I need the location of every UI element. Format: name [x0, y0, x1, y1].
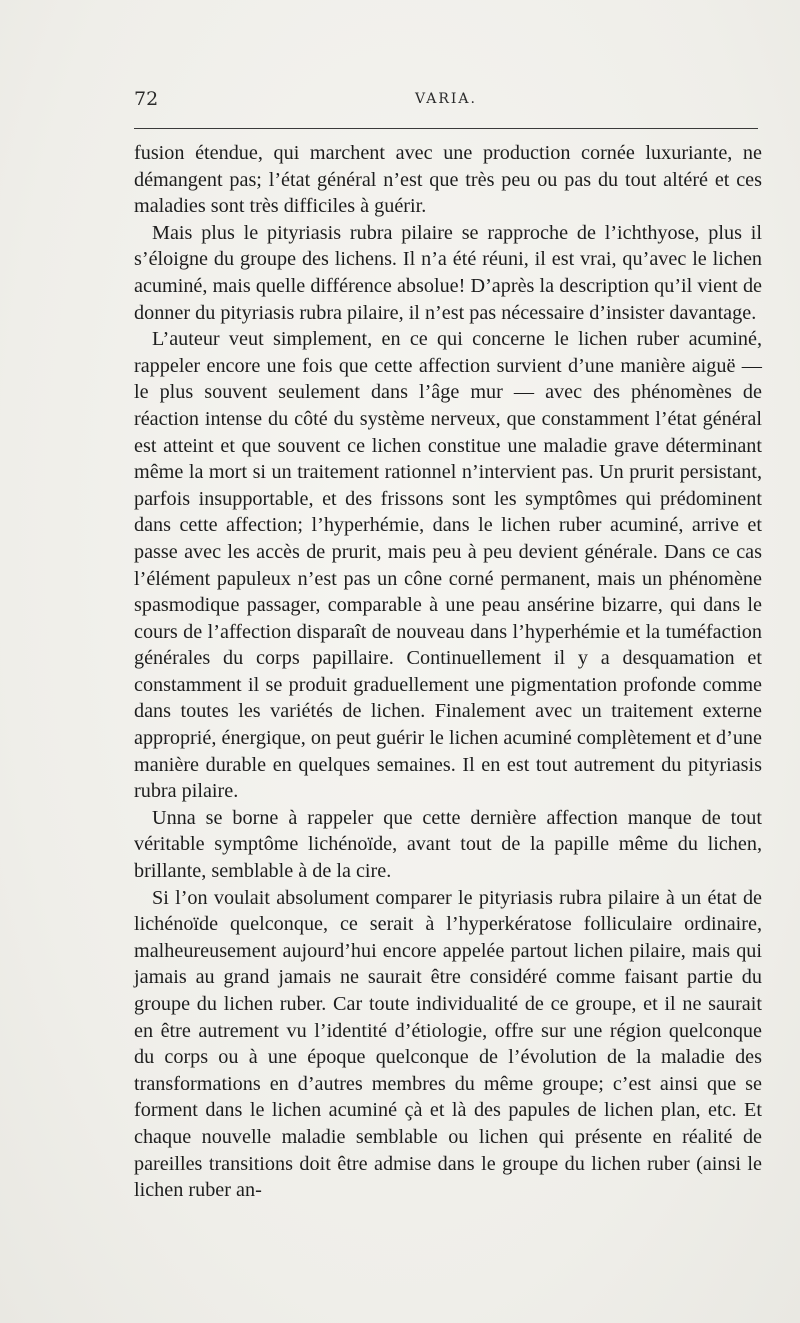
header-rule: [134, 128, 758, 129]
paragraph: Si l’on voulait absolument comparer le pityriasis rubra pilaire à un état de lichénoïde quelconque, ce serait à l’hyperkératose folliculaire ordinaire, malheureusement aujourd’hui encore appelée partout lichen pilaire, mais qui jamais au grand jamais ne saurait être considéré comme faisant partie du groupe du lichen ruber. Car toute individualité de ce groupe, et il ne saurait en être autrement vu l’identité d’étiologie, offre sur une région quelconque du corps ou à une époque quelconque de l’évolution de la maladie des transformations en d’autres membres du même groupe; c’est ainsi que se forment dans le lichen acuminé çà et là des papules de lichen plan, etc. Et chaque nouvelle maladie semblable ou lichen qui présente en réalité de pareilles transitions doit être admise dans le groupe du lichen ruber (ainsi le lichen ruber an-: [134, 886, 762, 1202]
body-text: [134, 140, 762, 1204]
page-header: [134, 88, 758, 112]
page-number: 72: [134, 88, 159, 110]
paragraph: L’auteur veut simplement, en ce qui concerne le lichen ruber acuminé, rappeler encore une fois que cette affection survient d’une manière aiguë — le plus souvent seulement dans l’âge mur — avec des phénomènes de réaction intense du côté du système nerveux, que constamment l’état général est atteint et que souvent ce lichen constitue une maladie grave déterminant même la mort si un traitement rationnel n’intervient pas. Un prurit persistant, parfois insupportable, et des frissons sont les symptômes qui prédominent dans cette affection; l’hyperhémie, dans le lichen ruber acuminé, arrive et passe avec les accès de prurit, mais peu à peu devient générale. Dans ce cas l’élément papuleux n’est pas un cône corné permanent, mais un phénomène spasmodique passager, comparable à une peau ansérine bizarre, qui dans le cours de l’affection disparaît de nouveau dans l’hyperhémie et la tuméfaction générales du corps papillaire. Continuellement il y a desquamation et constamment il se produit graduellement une pigmentation profonde comme dans toutes les variétés de lichen. Finalement avec un traitement externe approprié, énergique, on peut guérir le lichen acuminé complètement et d’une manière durable en quelques semaines. Il en est tout autrement du pityriasis rubra pilaire.: [134, 328, 762, 803]
running-head: VARIA.: [415, 91, 477, 107]
paragraph: Mais plus le pityriasis rubra pilaire se rapproche de l’ichthyose, plus il s’éloigne du groupe des lichens. Il n’a été réuni, il est vrai, qu’avec le lichen acuminé, mais quelle différence absolue! D’après la description qu’il vient de donner du pityriasis rubra pilaire, il n’est pas nécessaire d’insister davantage.: [134, 221, 762, 324]
paragraph: Unna se borne à rappeler que cette dernière affection manque de tout véritable symptôme lichénoïde, avant tout de la papille même du lichen, brillante, semblable à de la cire.: [134, 806, 762, 883]
paragraph-continued: fusion étendue, qui marchent avec une production cornée luxuriante, ne démangent pas; l’état général n’est que très peu ou pas du tout altéré et ces maladies sont très difficiles à guérir.: [134, 142, 762, 218]
